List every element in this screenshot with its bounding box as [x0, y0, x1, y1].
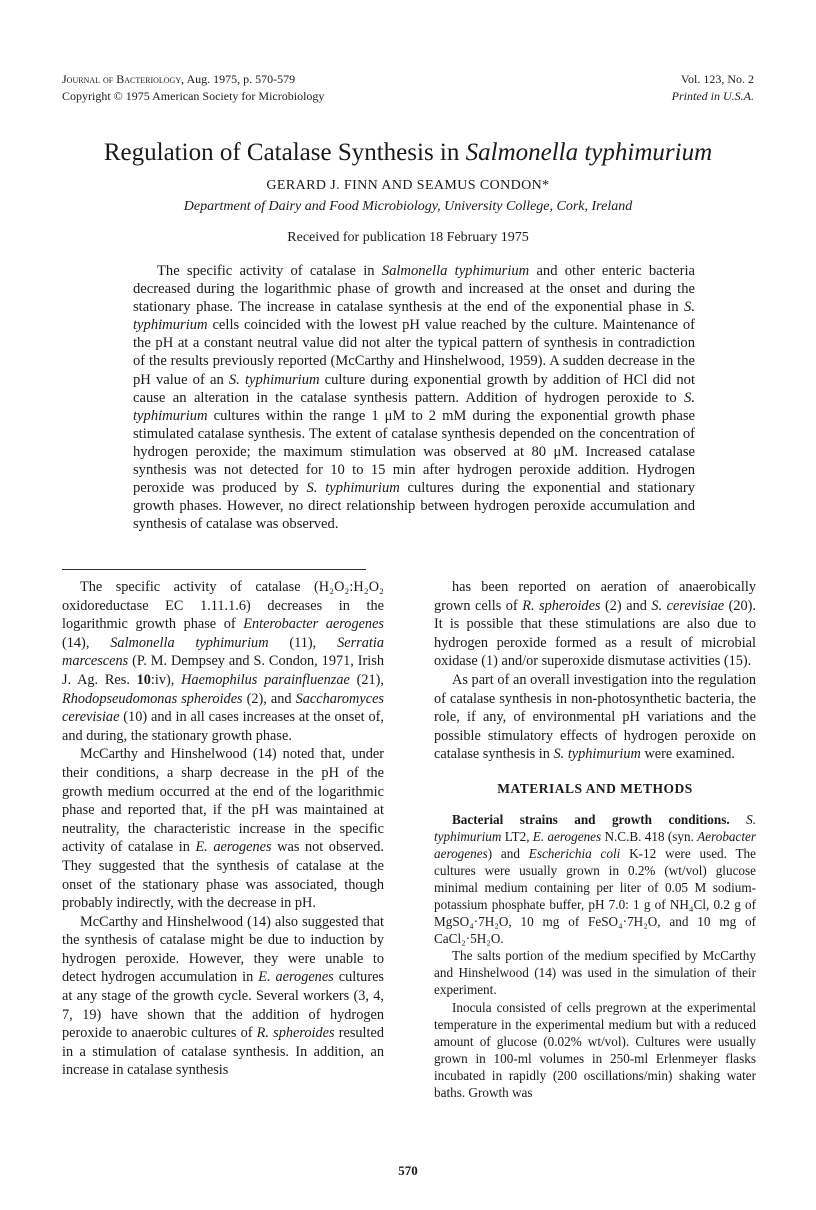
- body-text: (2) and: [600, 597, 652, 614]
- volume-number: 10: [136, 671, 151, 688]
- abstract-organism: S. typhimurium: [133, 389, 695, 424]
- body-text: ) and: [487, 845, 529, 861]
- body-text: resulted in a stimulation of catalase synthesis. In addition, an increase in catalase synthesis: [62, 1025, 384, 1079]
- volume-issue: Vol. 123, No. 2: [680, 72, 754, 86]
- body-text: (14),: [62, 634, 111, 651]
- methods-section: [434, 811, 756, 1102]
- body-text: As part of an overall investigation into the regulation of catalase synthesis in non-photosynthetic bacteria, the role, if any, of environmental pH variations and the possible stimulatory effects of hydrogen peroxide on catalase synthesis in: [434, 671, 756, 763]
- body-text: cultures at any stage of the growth cycle. Several workers (3, 4, 7, 19) have shown that the addition of hydrogen peroxide to anaerobic cultures of: [62, 969, 384, 1042]
- right-column: [434, 578, 756, 1101]
- intro-paragraph-4: [434, 578, 756, 671]
- body-text: has been reported on aeration of anaerobically grown cells of: [434, 579, 756, 614]
- organism-name: R. spheroides: [522, 597, 601, 614]
- author-list: [0, 177, 816, 195]
- organism-name: Rhodopseudomonas spheroides: [62, 690, 243, 707]
- body-text: was not observed. They suggested that the synthesis of catalase at the onset of the stationary phase was associated, though probably indirectly, with the decrease in pH.: [62, 839, 384, 912]
- organism-name: Saccharomyces cerevisiae: [62, 690, 384, 726]
- author-2: SEAMUS CONDON*: [416, 178, 550, 193]
- article-title: [0, 138, 816, 168]
- organism-name: Serratia marcescens: [62, 634, 384, 670]
- methods-paragraph-1: [434, 811, 756, 948]
- body-text: McCarthy and Hinshelwood (14) also suggested that the synthesis of catalase might be due to induction by hydrogen peroxide. However, they were unable to detect hydrogen accumulation in: [62, 913, 384, 986]
- body-text: LT2,: [501, 828, 533, 844]
- abstract-organism: S. typhimurium: [133, 299, 695, 334]
- left-column: [62, 578, 384, 1080]
- body-text: were examined.: [640, 746, 735, 763]
- organism-name: Enterobacter aerogenes: [243, 616, 384, 633]
- body-text: :iv),: [150, 671, 182, 688]
- organism-name: E. aerogenes: [195, 839, 272, 856]
- journal-citation: [62, 71, 324, 88]
- organism-name: S. typhimurium: [434, 811, 757, 844]
- runin-heading: Bacterial strains and growth conditions.: [452, 811, 730, 827]
- abstract-organism: S. typhimurium: [228, 371, 320, 388]
- section-divider: [62, 569, 366, 570]
- running-header-left: [62, 71, 324, 105]
- organism-name: Aerobacter aerogenes: [434, 828, 757, 861]
- abstract-text: cultures within the range 1 μM to 2 mM during the exponential growth phase stimulated catalase synthesis. The extent of catalase synthesis depended on the concentration of hydrogen peroxide; the maximum stimulation was observed at 80 μM. Increased catalase synthesis was not detected for 10 to 15 min after hydrogen peroxide addition. Hydrogen peroxide was produced by: [133, 407, 695, 497]
- journal-name: Journal of Bacteriology: [62, 72, 182, 86]
- abstract-text: culture during exponential growth by addition of HCl did not cause an alteration in the catalase synthesis pattern. Addition of hydrogen peroxide to: [133, 371, 696, 406]
- organism-name: S. typhimurium: [553, 746, 641, 763]
- abstract-text: The specific activity of catalase in: [157, 263, 382, 279]
- body-text: K-12 were used. The cultures were usually grown in 0.2% (wt/vol) glucose minimal medium containing per liter of 0.05 M sodium-potassium phosphate buffer, pH 7.0: 1 g of NH₄Cl, 0.2 g of MgSO₄·7H₂O, 10 mg of FeSO₄·7H₂O, and 10 mg of CaCl₂·5H₂O.: [434, 845, 757, 947]
- abstract-text: cultures during the exponential and stationary growth phases. However, no direct relationship between hydrogen peroxide accumulation and synthesis of catalase was observed.: [133, 480, 695, 533]
- methods-paragraph-3: Inocula consisted of cells pregrown at the experimental temperature in the experimental medium but with a reduced amount of glucose (0.02% wt/vol). Cultures were usually grown in 100-ml volumes in 250-ml Erlenmeyer flasks incubated in rapidly (200 oscillations/min) shaking water baths. Growth was: [434, 999, 756, 1101]
- methods-paragraph-2: The salts portion of the medium specified by McCarthy and Hinshelwood (14) was used in the simulation of their experiment.: [434, 948, 756, 998]
- running-header-right: [672, 71, 754, 105]
- organism-name: E. aerogenes: [532, 828, 602, 844]
- organism-name: R. spheroides: [256, 1025, 335, 1042]
- body-text: (10) and in all cases increases at the onset of, and during, the stationary growth phase.: [62, 709, 384, 744]
- affiliation: Department of Dairy and Food Microbiology, University College, Cork, Ireland: [183, 199, 633, 214]
- section-heading-methods: MATERIALS AND METHODS: [497, 780, 693, 796]
- author-1: GERARD J. FINN: [266, 178, 379, 193]
- organism-name: Escherichia coli: [528, 845, 621, 861]
- copyright-line: Copyright © 1975 American Society for Microbiology: [62, 89, 325, 103]
- body-text: (P. M. Dempsey and S. Condon, 1971, Irish J. Ag. Res.: [62, 653, 384, 688]
- intro-paragraph-1: [62, 578, 384, 745]
- organism-name: E. aerogenes: [258, 969, 334, 986]
- abstract-text: cells coincided with the lowest pH value reached by the culture. Maintenance of the pH at a constant neutral value did not alter the typical pattern of synthesis in contradiction of the results previously reported (McCarthy and Hinshelwood, 1959). A sudden decrease in the pH value of an: [133, 317, 695, 388]
- received-date: Received for publication 18 February 1975: [287, 230, 529, 245]
- organism-name: S. cerevisiae: [651, 597, 725, 614]
- printed-location: Printed in U.S.A.: [671, 89, 754, 103]
- title-text: Regulation of Catalase Synthesis in: [103, 139, 466, 166]
- title-organism: Salmonella typhimurium: [465, 139, 713, 166]
- organism-name: Salmonella typhimurium: [110, 634, 269, 651]
- body-text: (11),: [268, 634, 338, 651]
- citation-details: , Aug. 1975, p. 570-579: [181, 72, 296, 86]
- body-text: (21),: [349, 671, 384, 688]
- intro-paragraph-2: [62, 745, 384, 912]
- abstract-organism: Salmonella typhimurium: [381, 263, 530, 279]
- body-text: (20). It is possible that these stimulations are also due to hydrogen peroxide formed as a result of microbial oxidase (1) and/or superoxide dismutase activities (15).: [434, 597, 756, 670]
- organism-name: Haemophilus parainfluenzae: [181, 671, 350, 688]
- author-conjunction: AND: [378, 178, 417, 193]
- abstract-organism: S. typhimurium: [306, 480, 400, 497]
- body-text: McCarthy and Hinshelwood (14) noted that, under their conditions, a sharp decrease in the pH of the growth medium occurred at the end of the logarithmic phase and reported that, if the pH was maintained at neutrality, the characteristic increase in the specific activity of catalase in: [62, 746, 384, 856]
- body-text: The specific activity of catalase (H₂O₂:H₂O₂ oxidoreductase EC 1.11.1.6) decreases in the logarithmic growth phase of: [62, 579, 384, 633]
- abstract-text: and other enteric bacteria decreased during the logarithmic phase of growth and increased at the onset and during the stationary phase. The increase in catalase synthesis at the end of the exponential phase in: [133, 263, 695, 316]
- body-text: (2), and: [242, 690, 296, 707]
- intro-paragraph-5: [434, 671, 756, 764]
- intro-paragraph-3: [62, 913, 384, 1080]
- body-text: N.C.B. 418 (syn.: [601, 828, 698, 844]
- abstract: [133, 262, 695, 533]
- page-number: 570: [398, 1163, 418, 1178]
